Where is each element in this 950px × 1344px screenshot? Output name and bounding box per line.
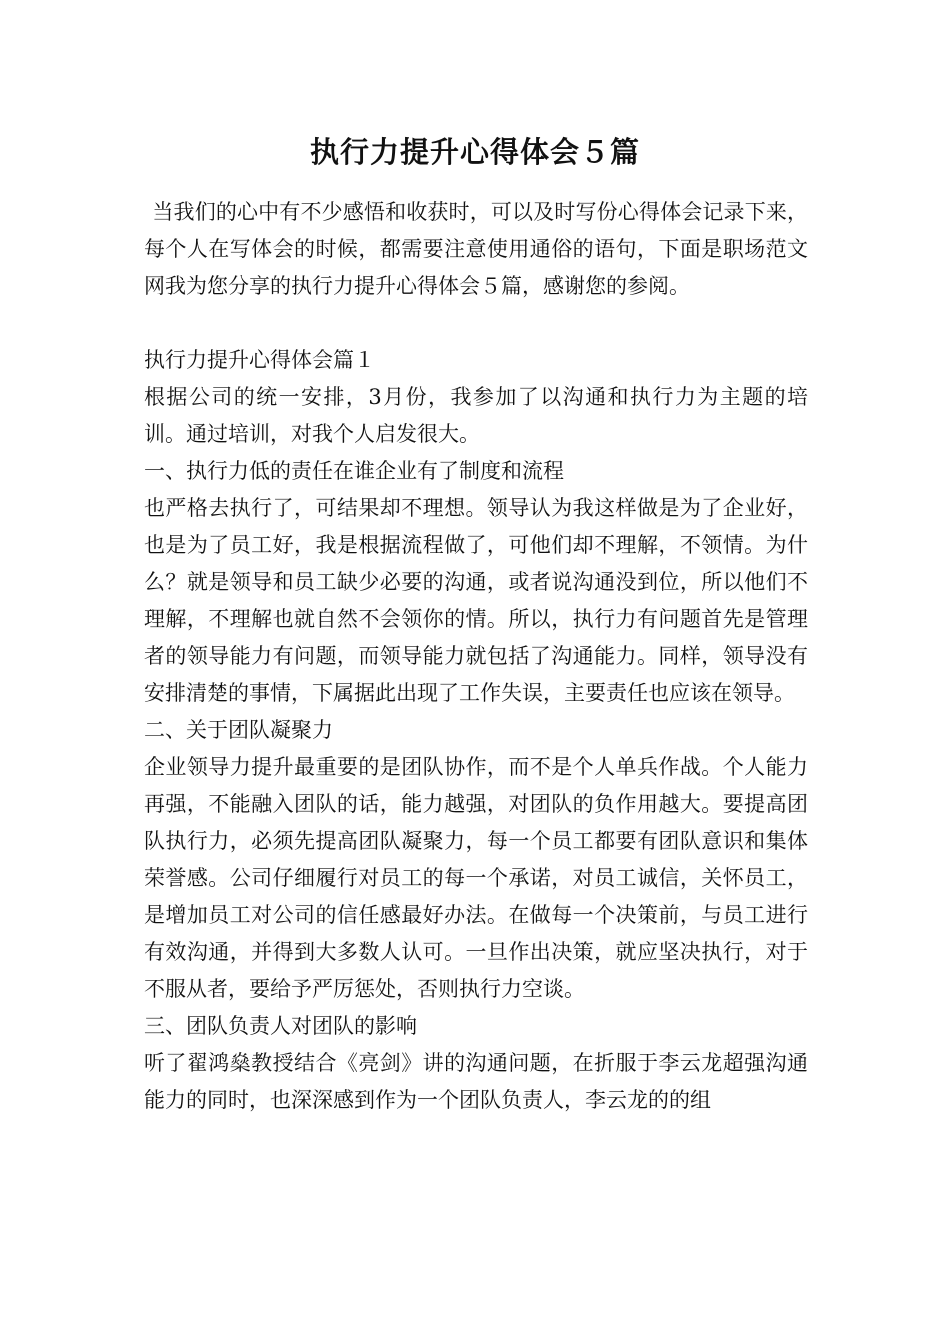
section-title: 执行力提升心得体会篇１ [144,348,375,372]
subheading-1: 一、执行力低的责任在谁企业有了制度和流程 [144,459,564,483]
body-paragraph-4: 听了翟鸿燊教授结合《亮剑》讲的沟通问题，在折服于李云龙超强沟通能力的同时，也深深感到作为一个团队负责人，李云龙的的组 [144,1051,808,1112]
body-paragraph-1: 根据公司的统一安排，3月份，我参加了以沟通和执行力为主题的培训。通过培训，对我个人启发很大。 [144,385,808,446]
body-paragraph-2: 也严格去执行了，可结果却不理想。领导认为我这样做是为了企业好，也是为了员工好，我是根据流程做了，可他们却不理解，不领情。为什么？就是领导和员工缺少必要的沟通，或者说沟通没到位，所以他们不理解，不理解也就自然不会领你的情。所以，执行力有问题首先是管理者的领导能力有问题，而领导能力就包括了沟通能力。同样，领导没有安排清楚的事情，下属据此出现了工作失误，主要责任也应该在领导。 [144,496,808,705]
document-body [144,194,808,1119]
document-title: 执行力提升心得体会５篇 [309,135,640,169]
intro-paragraph: 当我们的心中有不少感悟和收获时，可以及时写份心得体会记录下来，每个人在写体会的时候，都需要注意使用通俗的语句，下面是职场范文网我为您分享的执行力提升心得体会５篇，感谢您的参阅。 [144,200,808,298]
paragraph-spacer [144,305,808,342]
subheading-3: 三、团队负责人对团队的影响 [144,1014,417,1038]
subheading-2: 二、关于团队凝聚力 [144,718,333,742]
body-paragraph-3: 企业领导力提升最重要的是团队协作，而不是个人单兵作战。个人能力再强，不能融入团队的话，能力越强，对团队的负作用越大。要提高团队执行力，必须先提高团队凝聚力，每一个员工都要有团队意识和集体荣誉感。公司仔细履行对员工的每一个承诺，对员工诚信，关怀员工，是增加员工对公司的信任感最好办法。在做每一个决策前，与员工进行有效沟通，并得到大多数人认可。一旦作出决策，就应坚决执行，对于不服从者，要给予严厉惩处，否则执行力空谈。 [144,755,808,1001]
